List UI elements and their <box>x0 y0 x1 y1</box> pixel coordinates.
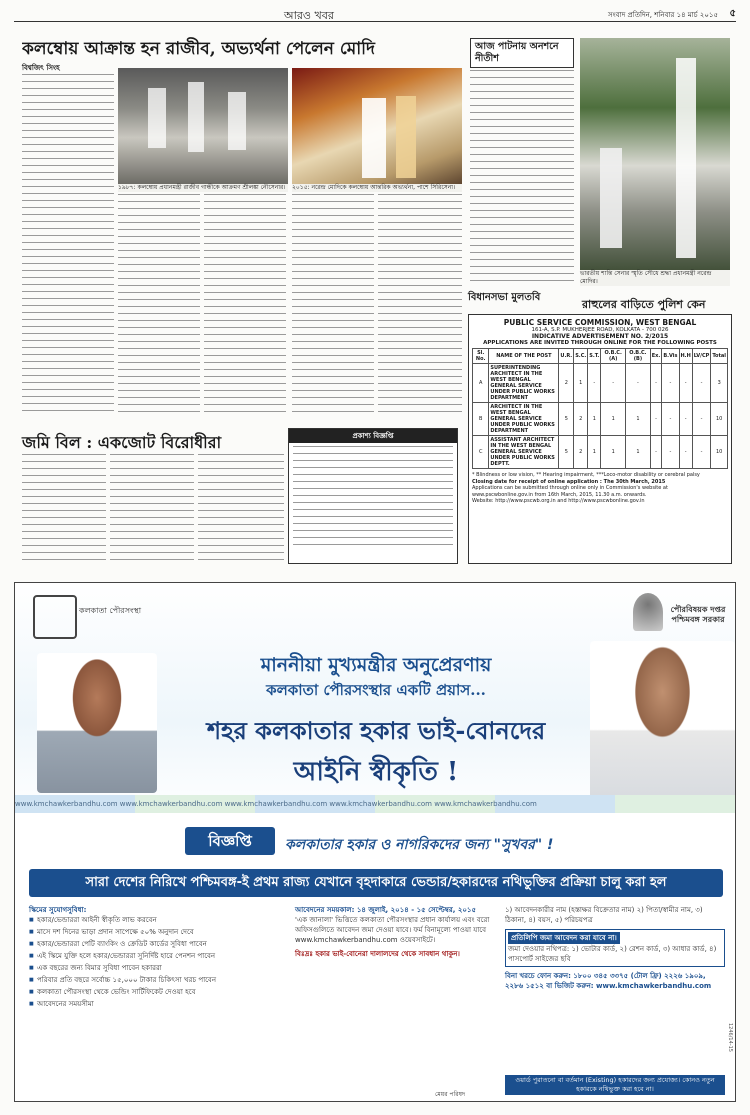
masthead <box>14 6 736 22</box>
list-item: ■ পরিবার প্রতি বছরে সর্বোচ্চ ১৫,০০০ টাকার চিকিৎসা খরচ পাবেন <box>29 975 287 985</box>
photo-modi-welcome <box>292 68 462 184</box>
psc-advertisement <box>468 314 732 564</box>
psc-title: PUBLIC SERVICE COMMISSION, WEST BENGAL <box>503 318 697 327</box>
psc-col-obca: O.B.C. (A) <box>601 349 626 364</box>
ad-top-panel <box>15 583 736 815</box>
lead-text-col-1 <box>22 74 114 414</box>
ad-code: 1246/14-15 <box>727 1023 733 1052</box>
lead-text-col-5 <box>378 194 462 414</box>
photo-memorial <box>580 38 730 270</box>
url-strip: www.kmchawkerbandhu.com www.kmchawkerbandhu.com www.kmchawkerbandhu.com www.kmchawkerbandhu.com www.kmchawkerbandhu.com <box>15 795 736 813</box>
ad-line-hawkers: শহর কলকাতার হকার ভাই-বোনদের <box>206 716 546 745</box>
list-item: ■ হকার/ভেন্ডাররা পেটি ব্যাংকিং ও ক্রেডিট কার্ডের সুবিধা পাবেন <box>29 939 287 949</box>
psc-col-lvcp: LV/CP <box>692 349 711 364</box>
docs-info-box <box>505 929 725 967</box>
list-item: ■ হকার/ভেন্ডাররা আইনী স্বীকৃতি লাভ করবেন <box>29 915 287 925</box>
psc-col-bvis: B.Vis <box>662 349 679 364</box>
section-title: আরও খবর <box>284 9 334 22</box>
ad-line-recognition: আইনি স্বীকৃতি ! <box>293 757 459 787</box>
landbill-text-2 <box>110 454 194 564</box>
psc-col-sc: S.C. <box>574 349 588 364</box>
psc-col-st: S.T. <box>588 349 601 364</box>
ad-line-initiative: কলকাতা পৌরসংস্থার একটি প্রয়াস... <box>266 681 486 699</box>
psc-col-hh: H.H <box>679 349 692 364</box>
rahul-headline: রাহুলের বাড়িতে পুলিশ কেন <box>582 298 706 311</box>
lead-text-col-3 <box>204 194 286 414</box>
lead-byline: বিশ্বজিৎ সিংহ <box>22 64 60 72</box>
assembly-headline: বিধানসভা মুলতবি <box>468 292 541 303</box>
docs-heading: ১) আবেদনকারীর নাম (হস্তাক্ষর বিক্রেতার নাম) ২) পিতা/স্বামীর নাম, ৩) ঠিকানা, ৪) বয়স, ৫) পরিচয়পত্র <box>505 906 703 924</box>
nitish-headline: আজ পাটনায় অনশনে নীতীশ <box>470 38 574 68</box>
psc-col-sl: Sl. No. <box>473 349 489 364</box>
psc-website-link[interactable]: Website: http://www.pscwb.org.in and http://www.pscwbonline.gov.in <box>472 498 645 504</box>
process-text: 'এক জানালা' ভিত্তিতে কলকাতা পৌরসংস্থার প্রধান কার্যালয় এবং বরো অফিসগুলিতে আবেদন জমা দেওয়া যাবে। ফর্ম বিনামূল্যে পাওয়া যাবে www.kmchawkerbandhu.com ওয়েবসাইটে। <box>295 916 490 944</box>
psc-col-ur: U.R. <box>559 349 574 364</box>
notice-tag: বিজ্ঞপ্তি <box>185 827 275 855</box>
process-heading: আবেদনের সময়কাল: ১৪ জুলাই, ২০১৪ - ১৫ সেপ্টেম্বর, ২০১৫ <box>295 906 477 914</box>
benefits-column <box>29 905 287 1011</box>
table-row: B ARCHITECT IN THE WEST BENGAL GENERAL SERVICE UNDER PUBLIC WORKS DEPARTMENT 5 2 1 1 1 - - - - 10 <box>473 403 728 436</box>
docs-text: জমা দেওয়ার নথিপত্র: ১) ভোটার কার্ড, ২) রেশন কার্ড, ৩) আধার কার্ড, ৪) পাসপোর্ট সাইজের ছবি <box>508 945 717 963</box>
photo-caption-modi: ২০১৫: নরেন্দ্র মোদিকে কলম্বোয় আন্তরিক অভ্যর্থনা, পাশে সিরিসেনা। <box>292 184 462 192</box>
table-row: A SUPERINTENDING ARCHITECT IN THE WEST BENGAL GENERAL SERVICE UNDER PUBLIC WORKS DEPARTMENT 2 1 - - - - - - - 3 <box>473 364 728 403</box>
tender-body <box>293 446 453 546</box>
ad-line-inspiration: মাননীয়া মুখ্যমন্ত্রীর অনুপ্রেরণায় <box>260 654 492 676</box>
photo-rajiv-attack <box>118 68 288 184</box>
process-warning: বিঃদ্রঃ হকার ভাই-বোনেরা দালালদের থেকে সাবধান থাকুন। <box>295 950 460 958</box>
first-state-banner: সারা দেশের নিরিখে পশ্চিমবঙ্গ-ই প্রথম রাজ্য যেখানে বৃহদাকারে ভেন্ডার/হকারদের নথিভুক্তির প্রক্রিয়া চালু করা হল <box>29 869 723 897</box>
bottom-note: ওয়ার্ড পুরাতনো বা বর্তমান (Existing) হকারদের জন্য প্রযোজ্য। কোনও নতুন হকারকে নথিভুক্ত করা হবে না। <box>505 1075 725 1095</box>
lead-text-col-4 <box>292 194 374 414</box>
landbill-text-3 <box>198 454 284 564</box>
docs-box-title: প্রতিলিপি জমা আবেদন করা যাবে না। <box>508 932 620 944</box>
psc-closing-date: Closing date for receipt of online application : The 30th March, 2015 <box>472 478 666 485</box>
tender-notice <box>288 428 458 564</box>
notice-title: কলকাতার হকার ও নাগরিকদের জন্য "সুখবর" ! <box>285 837 554 853</box>
psc-col-ex: Ex. <box>650 349 662 364</box>
psc-advt-number: INDICATIVE ADVERTISEMENT NO. 2/2015 <box>531 333 669 340</box>
dept-label: পৌরবিষয়ক দপ্তর পশ্চিমবঙ্গ সরকার <box>670 605 726 624</box>
photo-caption-rajiv: ১৯৮৭: কলম্বোয় প্রধানমন্ত্রী রাজীব গান্ধীকে আক্রমণ শ্রীলঙ্কা নৌসেনার। <box>118 184 288 192</box>
list-item: ■ আবেদনের সময়সীমা <box>29 999 287 1009</box>
psc-apply-line: Applications can be submitted through online only in Commission's website at www.pscwbonline.gov.in from 16th March, 2015, 11.30 a.m. onwards. <box>472 485 668 498</box>
list-item: ■ কলকাতা পৌরসংস্থা থেকে ভেন্ডিং সার্টিফিকেট দেওয়া হবে <box>29 987 287 997</box>
kmc-label: কলকাতা পৌরসংস্থা <box>79 606 142 615</box>
list-item: ■ এই স্কিমে যুক্তি হলে হকার/ভেন্ডাররা সুনির্দিষ্ট হারে পেনশন পাবেন <box>29 951 287 961</box>
psc-subtitle: APPLICATIONS ARE INVITED THROUGH ONLINE FOR THE FOLLOWING POSTS <box>483 340 717 346</box>
list-item: ■ মাসে দশ দিনের ভাড়া প্রদান সাপেক্ষে ৫০% অনুদান দেবে <box>29 927 287 937</box>
psc-col-obcb: O.B.C. (B) <box>626 349 651 364</box>
benefits-list <box>29 915 287 1009</box>
photo-caption-memorial: ভারতীয় শান্তি সেনার স্মৃতি সৌধে শ্রদ্ধা প্রধানমন্ত্রী নরেন্দ্র মোদির। <box>580 270 730 286</box>
tender-title: প্রকাশ্য বিজ্ঞপ্তি <box>289 429 457 443</box>
psc-col-post: NAME OF THE POST <box>489 349 559 364</box>
documents-column <box>505 905 725 991</box>
ad-signature: মেয়র পরিষদ <box>435 1091 466 1098</box>
process-column <box>295 905 495 959</box>
psc-footer <box>472 472 728 505</box>
psc-footnote: * Blindness or low vision, ** Hearing impairment, ***Loco-motor disability or cerebral palsy <box>472 472 700 478</box>
benefits-heading: স্কিমের সুযোগসুবিধা: <box>29 906 87 914</box>
table-row: C ASSISTANT ARCHITECT IN THE WEST BENGAL GENERAL SERVICE UNDER PUBLIC WORKS DEPTT. 5 2 1 1 1 - - - - 10 <box>473 436 728 469</box>
helpline: বিনা খরচে ফোন করুন: ১৮০০ ৩৪৫ ৩৩৭৫ (টোল ফ্রি) ২২২৬ ১৯০৯, ২২৮৬ ১৫১২ বা ভিজিট করুন: www.kmchawkerbandhu.com <box>505 972 712 990</box>
landbill-headline: জমি বিল : একজোট বিরোধীরা <box>22 433 222 452</box>
lead-text-col-2 <box>118 194 200 414</box>
lead-headline: কলম্বোয় আক্রান্ত হন রাজীব, অভ্যর্থনা পেলেন মোদি <box>22 39 375 59</box>
psc-table <box>472 348 728 469</box>
nitish-text <box>470 70 574 284</box>
page-number: ৫ <box>729 8 736 19</box>
kmc-advertisement <box>14 582 736 1102</box>
paper-info: সংবাদ প্রতিদিন, শনিবার ১৪ মার্চ ২০১৫ <box>608 11 718 19</box>
landbill-text-1 <box>22 454 106 564</box>
psc-col-total: Total <box>711 349 728 364</box>
list-item: ■ এক বছরের জন্য বিমার সুবিধা পাবেন হকাররা <box>29 963 287 973</box>
kmc-logo-icon <box>33 595 77 639</box>
psc-address: 161-A, S.P. MUKHERJEE ROAD, KOLKATA - 700 026 <box>531 327 669 333</box>
